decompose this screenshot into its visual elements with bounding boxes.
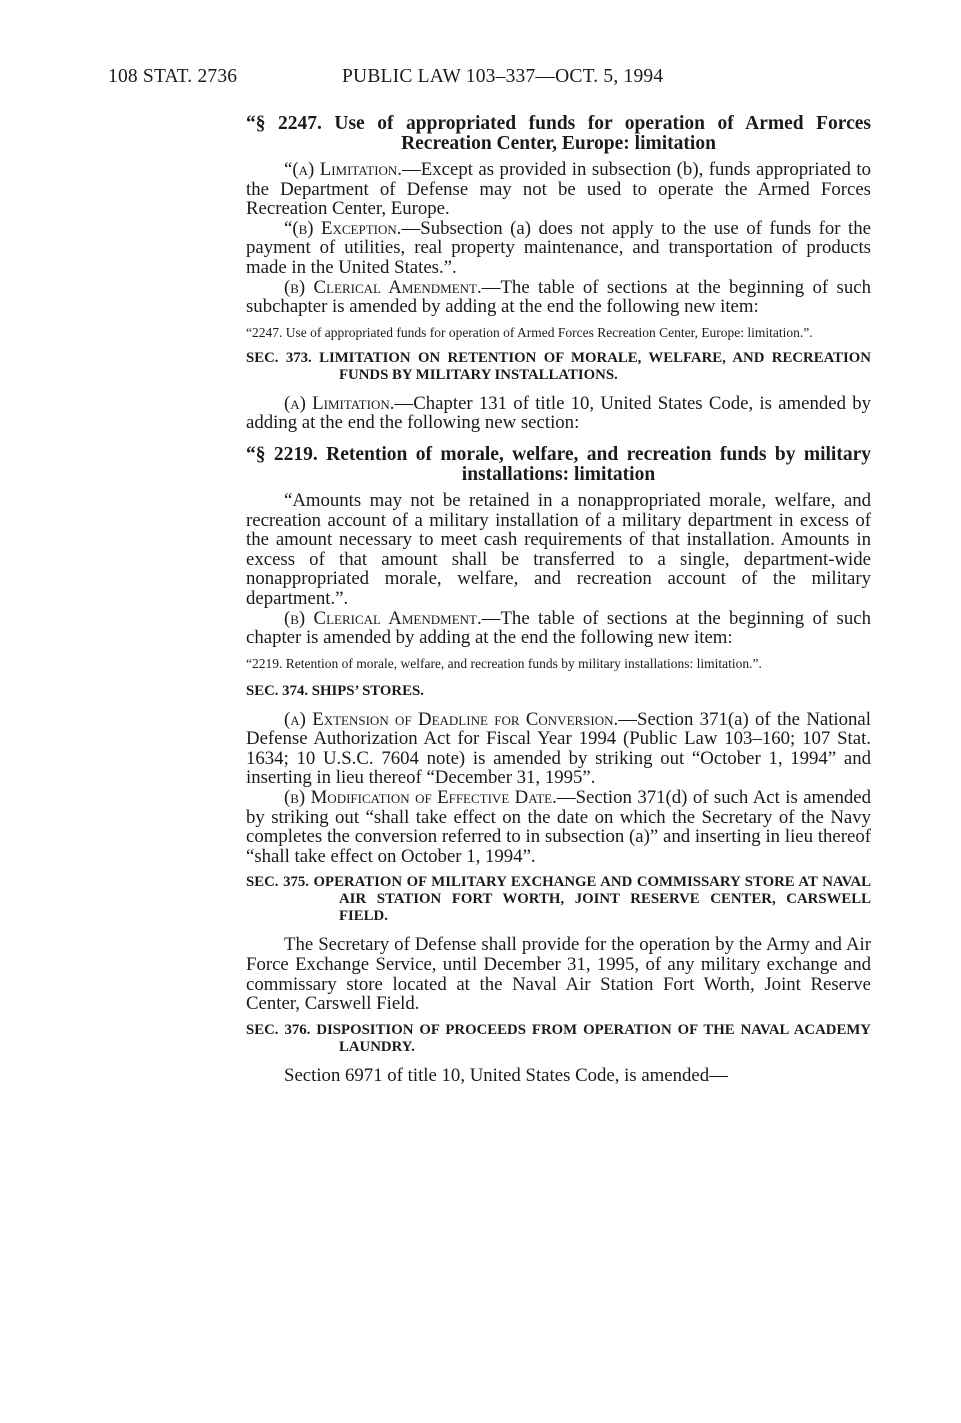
subsection-text: —The table of sections at the beginning of such subchapter is amended by adding at the end the following new item: [246, 276, 871, 318]
section-2247-heading: “§ 2247. Use of appropriated funds for operation of Armed Forces Recreation Center, Europe: limitation [246, 113, 871, 154]
subsection-label: (b) Modification of Effective Date. [284, 787, 557, 809]
section-2247-clerical-amendment [246, 278, 871, 317]
section-2247-subsection-b [246, 219, 871, 278]
section-2247-subsection-a [246, 160, 871, 219]
sec-375-text: The Secretary of Defense shall provide for the operation by the Army and Air Force Exchange Service, until December 31, 1995, of any military exchange and commissary store located at the Naval Air Station Fort Worth, Joint Reserve Center, Carswell Field. [246, 934, 871, 1015]
sec-374-heading: SEC. 374. SHIPS’ STORES. [246, 682, 424, 699]
subsection-label: (b) Clerical Amendment. [284, 276, 482, 298]
table-item-2247: “2247. Use of appropriated funds for operation of Armed Forces Recreation Center, Europe: limitation.”. [246, 324, 813, 340]
subsection-label: (a) Extension of Deadline for Conversion. [284, 708, 619, 730]
sec-373-clerical-amendment [246, 609, 871, 648]
document-body [246, 114, 871, 1085]
subsection-text: —Section 371(a) of the National Defense Authorization Act for Fiscal Year 1994 (Public Law 103–160; 107 Stat. 1634; 10 U.S.C. 7604 note) is amended by striking out “October 1, 1994” and inserting in lieu thereof “December 31, 1995”. [246, 708, 871, 789]
statute-page-number: 108 STAT. 2736 [108, 66, 238, 87]
subsection-text: —Except as provided in subsection (b), funds appropriated to the Department of Defense may not be used to operate the Armed Forces Recreation Center, Europe. [246, 159, 871, 220]
table-item-2219: “2219. Retention of morale, welfare, and recreation funds by military installations: limitation.”. [246, 655, 762, 671]
subsection-text: —Subsection (a) does not apply to the use of funds for the payment of utilities, real property maintenance, and transportation of products made in the United States.”. [246, 217, 871, 278]
subsection-text: —The table of sections at the beginning of such chapter is amended by adding at the end the following new item: [246, 607, 871, 649]
section-2219-heading: “§ 2219. Retention of morale, welfare, and recreation funds by military installations: limitation [246, 443, 871, 485]
section-2219-text: “Amounts may not be retained in a nonappropriated morale, welfare, and recreation account of a military installation of a military department in excess of the amount necessary to meet cash requirements of that installation. Amounts in excess of that amount shall be transferred to a single, department-wide nonappropriated morale, welfare, and recreation account of the military department.”. [246, 489, 871, 609]
sec-376-heading: SEC. 376. DISPOSITION OF PROCEEDS FROM OPERATION OF THE NAVAL ACADEMY LAUNDRY. [246, 1021, 871, 1055]
subsection-text: —Section 371(d) of such Act is amended by striking out “shall take effect on the date on which the Secretary of the Navy completes the conversion referred to in subsection (a)” and inserting in lieu thereof “shall take effect on October 1, 1994”. [246, 787, 872, 867]
sec-373-heading: SEC. 373. LIMITATION ON RETENTION OF MORALE, WELFARE, AND RECREATION FUNDS BY MILITARY INSTALLATIONS. [246, 349, 871, 383]
sec-376-text: Section 6971 of title 10, United States Code, is amended— [284, 1064, 728, 1086]
sec-375-heading: SEC. 375. OPERATION OF MILITARY EXCHANGE AND COMMISSARY STORE AT NAVAL AIR STATION FORT WORTH, JOINT RESERVE CENTER, CARSWELL FIELD. [246, 874, 871, 925]
sec-374-subsection-a [246, 710, 871, 788]
subsection-text: —Chapter 131 of title 10, United States Code, is amended by adding at the end the following new section: [246, 392, 871, 434]
page-header [108, 66, 871, 90]
sec-374-subsection-b [246, 788, 871, 866]
sec-373-subsection-a [246, 394, 871, 433]
subsection-label: “(b) Exception. [284, 217, 402, 239]
subsection-label: (a) Limitation. [284, 392, 395, 414]
subsection-label: “(a) Limitation. [284, 159, 402, 180]
subsection-label: (b) Clerical Amendment. [284, 607, 482, 629]
public-law-citation: PUBLIC LAW 103–337—OCT. 5, 1994 [342, 66, 664, 87]
